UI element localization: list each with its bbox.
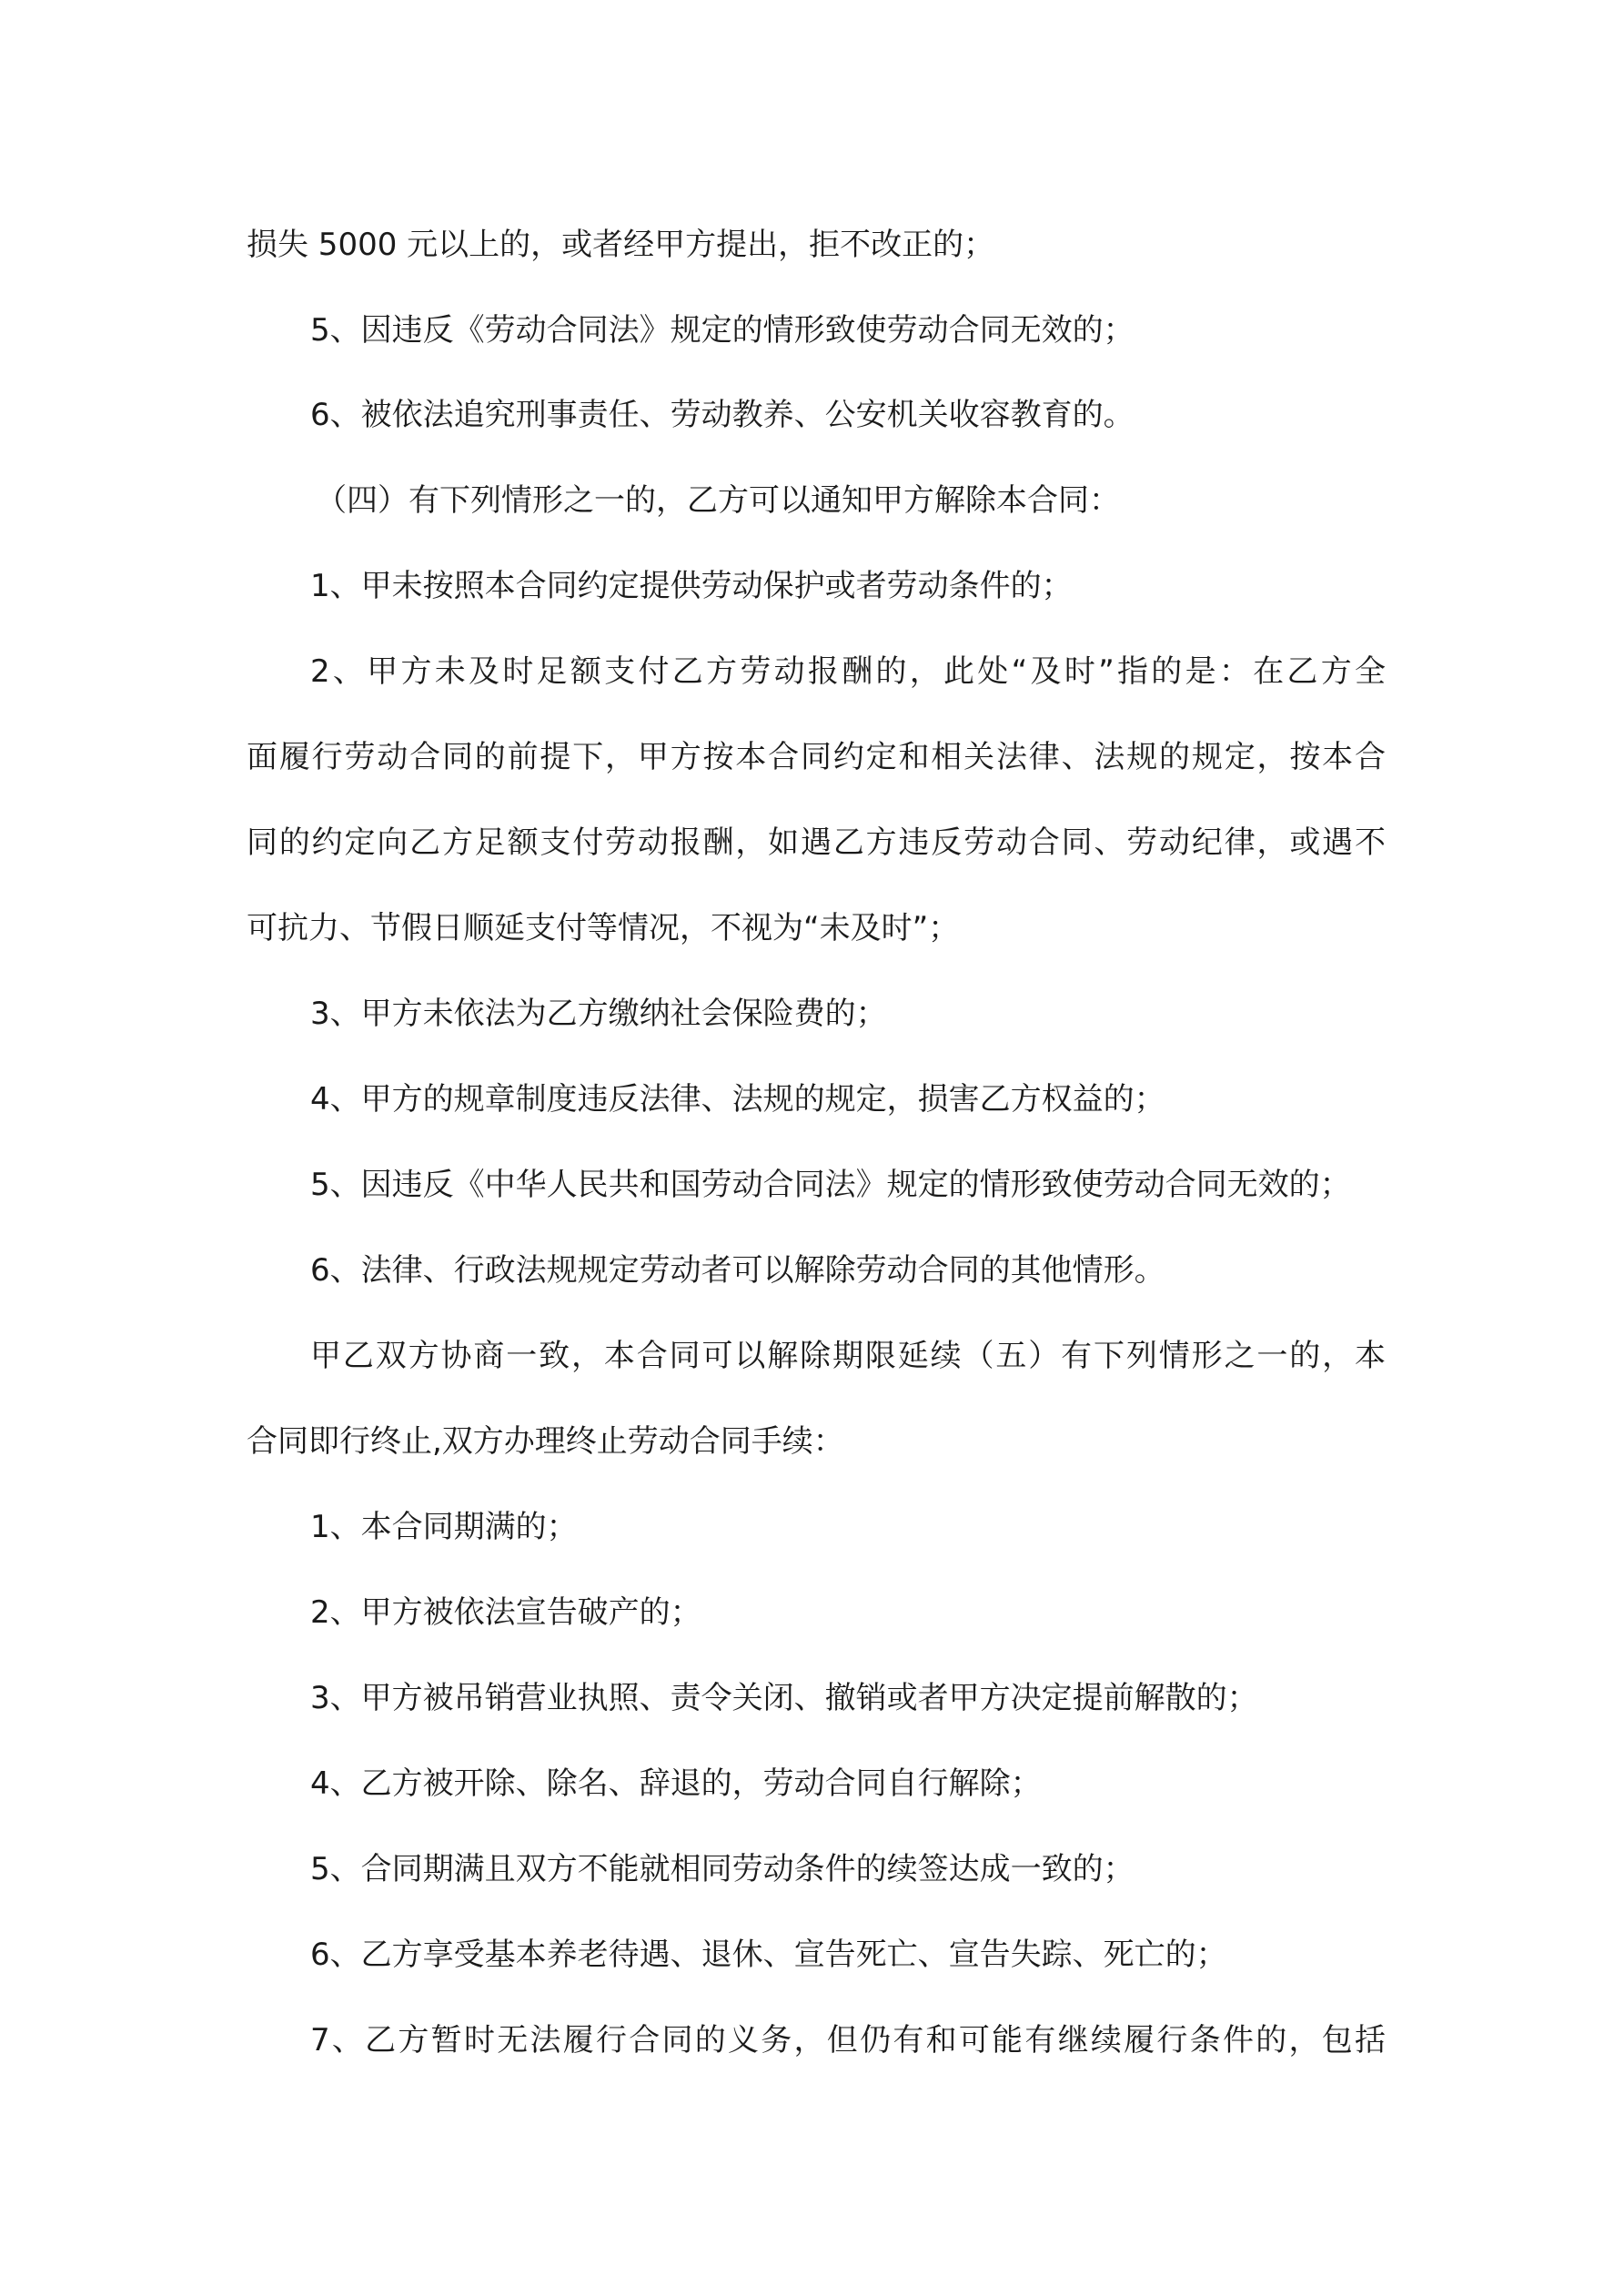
paragraph-line: 6、法律、行政法规规定劳动者可以解除劳动合同的其他情形。	[310, 1252, 1165, 1289]
paragraph-line: 2、甲方未及时足额支付乙方劳动报酬的，此处“及时”指的是：在乙方全	[310, 653, 1386, 690]
paragraph-line: 可抗力、节假日顺延支付等情况，不视为“未及时”；	[247, 910, 960, 946]
paragraph-line: 合同即行终止,双方办理终止劳动合同手续：	[247, 1423, 844, 1460]
paragraph-line: 4、甲方的规章制度违反法律、法规的规定，损害乙方权益的；	[310, 1081, 1165, 1118]
paragraph-line: 2、甲方被依法宣告破产的；	[310, 1594, 701, 1631]
paragraph-line: 5、因违反《中华人民共和国劳动合同法》规定的情形致使劳动合同无效的；	[310, 1167, 1351, 1203]
paragraph-line: 1、甲未按照本合同约定提供劳动保护或者劳动条件的；	[310, 568, 1073, 604]
paragraph-line: 5、因违反《劳动合同法》规定的情形致使劳动合同无效的；	[310, 312, 1135, 349]
paragraph-line: 6、被依法追究刑事责任、劳动教养、公安机关收容教育的。	[310, 397, 1135, 433]
paragraph-line: 1、本合同期满的；	[310, 1509, 578, 1545]
paragraph-line: 6、乙方享受基本养老待遇、退休、宣告死亡、宣告失踪、死亡的；	[310, 1937, 1227, 1973]
section-heading: （四）有下列情形之一的，乙方可以通知甲方解除本合同：	[316, 482, 1120, 519]
paragraph-line: 5、合同期满且双方不能就相同劳动条件的续签达成一致的；	[310, 1851, 1135, 1887]
paragraph-line: 3、甲方未依法为乙方缴纳社会保险费的；	[310, 996, 887, 1032]
paragraph-line: 7、乙方暂时无法履行合同的义务，但仍有和可能有继续履行条件的，包括	[310, 2022, 1386, 2058]
paragraph-line: 损失 5000 元以上的，或者经甲方提出，拒不改正的；	[247, 227, 995, 263]
paragraph-line: 面履行劳动合同的前提下，甲方按本合同约定和相关法律、法规的规定，按本合	[247, 739, 1386, 775]
paragraph-line: 同的约定向乙方足额支付劳动报酬，如遇乙方违反劳动合同、劳动纪律，或遇不	[247, 824, 1386, 861]
paragraph-line: 甲乙双方协商一致，本合同可以解除期限延续（五）有下列情形之一的，本	[310, 1338, 1386, 1374]
paragraph-line: 4、乙方被开除、除名、辞退的，劳动合同自行解除；	[310, 1765, 1042, 1802]
paragraph-line: 3、甲方被吊销营业执照、责令关闭、撤销或者甲方决定提前解散的；	[310, 1680, 1258, 1716]
